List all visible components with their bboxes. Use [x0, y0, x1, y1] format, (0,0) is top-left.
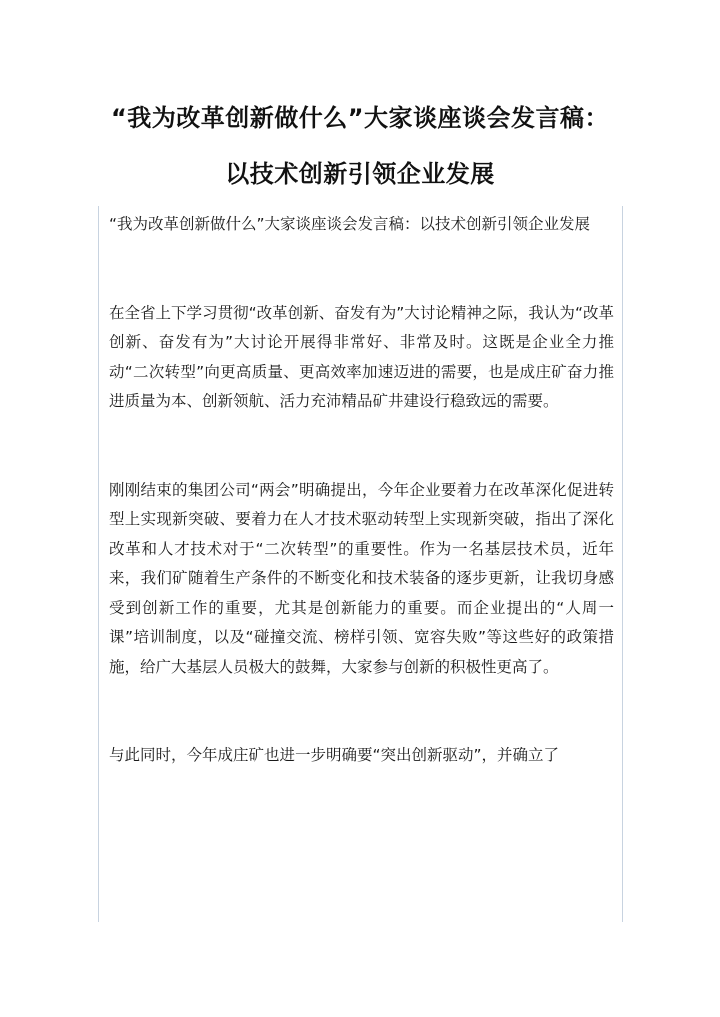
paragraph-spacer [109, 682, 614, 741]
document-title-line-1: “我为改革创新做什么”大家谈座谈会发言稿： [110, 104, 610, 132]
paragraph-spacer [109, 240, 614, 299]
paragraph-intro: 在全省上下学习贯彻“改革创新、奋发有为”大讨论精神之际，我认为“改革创新、奋发有为”大讨论开展得非常好、非常及时。这既是企业全力推动“二次转型”向更高质量、更高效率加速迈进的需要，也是成庄矿奋力推进质量为本、创新领航、活力充沛精品矿井建设行稳致远的需要。 [109, 303, 614, 410]
paragraph-group-meeting: 刚刚结束的集团公司“两会”明确提出，今年企业要着力在改革深化促进转型上实现新突破、要着力在人才技术驱动转型上实现新突破，指出了深化改革和人才技术对于“二次转型”的重要性。作为一名基层技术员，近年来，我们矿随着生产条件的不断变化和技术装备的逐步更新，让我切身感受到创新工作的重要，尤其是创新能力的重要。而企业提出的“人周一课”培训制度，以及“碰撞交流、榜样引领、宽容失败”等这些好的政策措施，给广大基层人员极大的鼓舞，大家参与创新的积极性更高了。 [109, 480, 614, 676]
document-body [109, 210, 614, 771]
content-frame [98, 206, 623, 922]
document-title-line-2: 以技术创新引领企业发展 [225, 160, 495, 188]
paragraph-heading-repeat: “我为改革创新做什么”大家谈座谈会发言稿：以技术创新引领企业发展 [109, 215, 591, 233]
paragraph-mine-innovation: 与此同时，今年成庄矿也进一步明确要“突出创新驱动”，并确立了 [109, 746, 560, 764]
paragraph-spacer [109, 417, 614, 476]
